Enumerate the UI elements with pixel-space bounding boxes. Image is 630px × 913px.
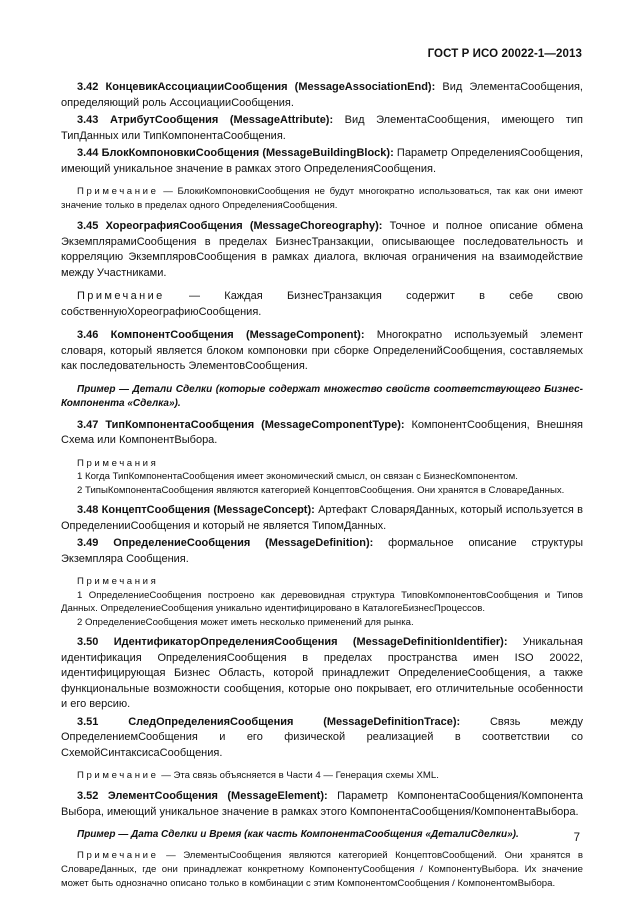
note-label: Примечание xyxy=(77,770,159,781)
term: 3.49 ОпределениеСообщения (MessageDefinition): xyxy=(77,537,374,549)
note-text: — ЭлементыСообщения являются категорией КонцептовСообщений. Они хранятся в СловареДанных, где они принадлежат конкретному КомпонентуСообщения / КомпонентуВыбора. Их значение может быть однозначно описано только в комбинации с этим КомпонентомСообщения / КомпонентомВыбора. xyxy=(61,849,583,889)
term: 3.48 КонцептСообщения (MessageConcept): xyxy=(77,504,315,516)
document-header: ГОСТ Р ИСО 20022-1—2013 xyxy=(427,48,582,60)
definition-3-48 xyxy=(61,503,583,534)
definition-3-43 xyxy=(61,113,583,144)
term: 3.47 ТипКомпонентаСообщения (MessageComponentType): xyxy=(77,418,405,431)
term: 3.51 СледОпределенияСообщения (MessageDefinitionTrace): xyxy=(77,715,461,728)
term: 3.52 ЭлементСообщения (MessageElement): xyxy=(77,790,328,802)
note xyxy=(61,289,583,320)
definition-text: Параметр КомпонентаСообщения/Компонента Выбора, имеющий уникальное значение в рамках этого КомпонентаСообщения/КомпонентаВыбора. xyxy=(61,790,583,818)
definition-text: Вид ЭлементаСообщения, определяющий роль АссоциацииСообщения. xyxy=(61,81,583,109)
example: Пример — Детали Сделки (которые содержат множество свойств соответствующего Бизнес-Компонента «Сделка»). xyxy=(61,383,583,409)
definition-3-49 xyxy=(61,536,583,567)
note-label: Примечание xyxy=(77,186,159,197)
notes-heading: Примечания xyxy=(77,576,159,587)
note-text: — БлокиКомпоновкиСообщения не будут многократно использоваться, так как они имеют значение только в пределах одного ОпределенияСообщения. xyxy=(61,186,583,211)
note-item: 1 ОпределениеСообщения построено как деревовидная структура ТиповКомпонентовСообщения и Типов Данных. ОпределениеСообщения уникально идентифицировано в КаталогеБизнесПроцессов. xyxy=(61,589,583,614)
definition-text: Уникальная идентификация ОпределенияСообщения в пределах пространства имен ISO 20022, идентифицирующая Бизнес Область, которой принадлежит ОпределениеСообщения, а также функциональные возможности сообщения, которые оно покрывает, его отличительные особенности и его версию. xyxy=(61,636,583,710)
definition-text: КомпонентСообщения, Внешняя Схема или КомпонентВыбора. xyxy=(61,418,583,446)
document-body xyxy=(61,80,583,897)
definition-text: Параметр ОпределенияСообщения, имеющий уникальное значение в рамках этого ОпределенияСообщения. xyxy=(61,147,583,175)
note xyxy=(61,185,583,213)
definition-text: формальное описание структуры Экземпляра Сообщения. xyxy=(61,537,583,565)
term: 3.46 КомпонентСообщения (MessageComponent): xyxy=(77,329,365,341)
note-label: Примечание xyxy=(77,290,165,302)
definition-text: Вид ЭлементаСообщения, имеющего тип ТипДанных или ТипКомпонентаСообщения. xyxy=(61,114,583,142)
term: 3.50 ИдентификаторОпределенияСообщения (MessageDefinitionIdentifier): xyxy=(77,636,508,648)
note-item: 1 Когда ТипКомпонентаСообщения имеет экономический смысл, он связан с БизнесКомпонентом. xyxy=(77,471,518,482)
note-text: — Эта связь объясняется в Части 4 — Генерация схемы XML. xyxy=(158,770,439,781)
definition-3-42 xyxy=(61,80,583,111)
note-item: 2 ТипыКомпонентаСообщения являются категорией КонцептовСообщения. Они хранятся в СловареДанных. xyxy=(77,484,565,496)
definition-3-47 xyxy=(61,418,583,449)
term: 3.43 АтрибутСообщения (MessageAttribute): xyxy=(77,114,334,126)
definition-text: Точное и полное описание обмена ЭкземплярамиСообщения в пределах БизнесТранзакции, описывающее последовательность и корреляцию ЭкземпляровСообщения в рамках диалога, включая ограничения на взаимодействие между Участниками. xyxy=(61,220,583,279)
definition-3-51 xyxy=(61,715,583,762)
note xyxy=(61,769,583,783)
note xyxy=(61,849,583,891)
definition-3-50 xyxy=(61,635,583,713)
definition-3-52 xyxy=(61,789,583,820)
note-item: 2 ОпределениеСообщения может иметь несколько применений для рынка. xyxy=(77,616,414,628)
example: Пример — Дата Сделки и Время (как часть КомпонентаСообщения «ДеталиСделки»). xyxy=(77,829,519,840)
term: 3.44 БлокКомпоновкиСообщения (MessageBuildingBlock): xyxy=(77,147,394,159)
term: 3.45 ХореографияСообщения (MessageChoreography): xyxy=(77,220,383,232)
definition-3-46 xyxy=(61,328,583,375)
term: 3.42 КонцевикАссоциацииСообщения (MessageAssociationEnd): xyxy=(77,81,436,93)
note-text: — Каждая БизнесТранзакция содержит в себе свою собственнуюХореографиюСообщения. xyxy=(61,290,583,318)
definition-text: Связь между ОпределениемСообщения и его физической реализацией в соответствии со СхемойСинтаксисаСообщения. xyxy=(61,715,583,759)
definition-text: Артефакт СловаряДанных, который используется в ОпределенииСообщения и который не является ТипомДанных. xyxy=(61,504,583,532)
definition-3-45 xyxy=(61,219,583,281)
definition-3-44 xyxy=(61,146,583,177)
notes-heading: Примечания xyxy=(77,457,159,469)
definition-text: Многократно используемый элемент словаря, который является блоком компоновки при сборке ОпределенийСообщения, составляемых как последовательность ЭлементовСообщения. xyxy=(61,329,583,372)
page-number: 7 xyxy=(573,832,580,844)
note-label: Примечание xyxy=(77,849,159,861)
